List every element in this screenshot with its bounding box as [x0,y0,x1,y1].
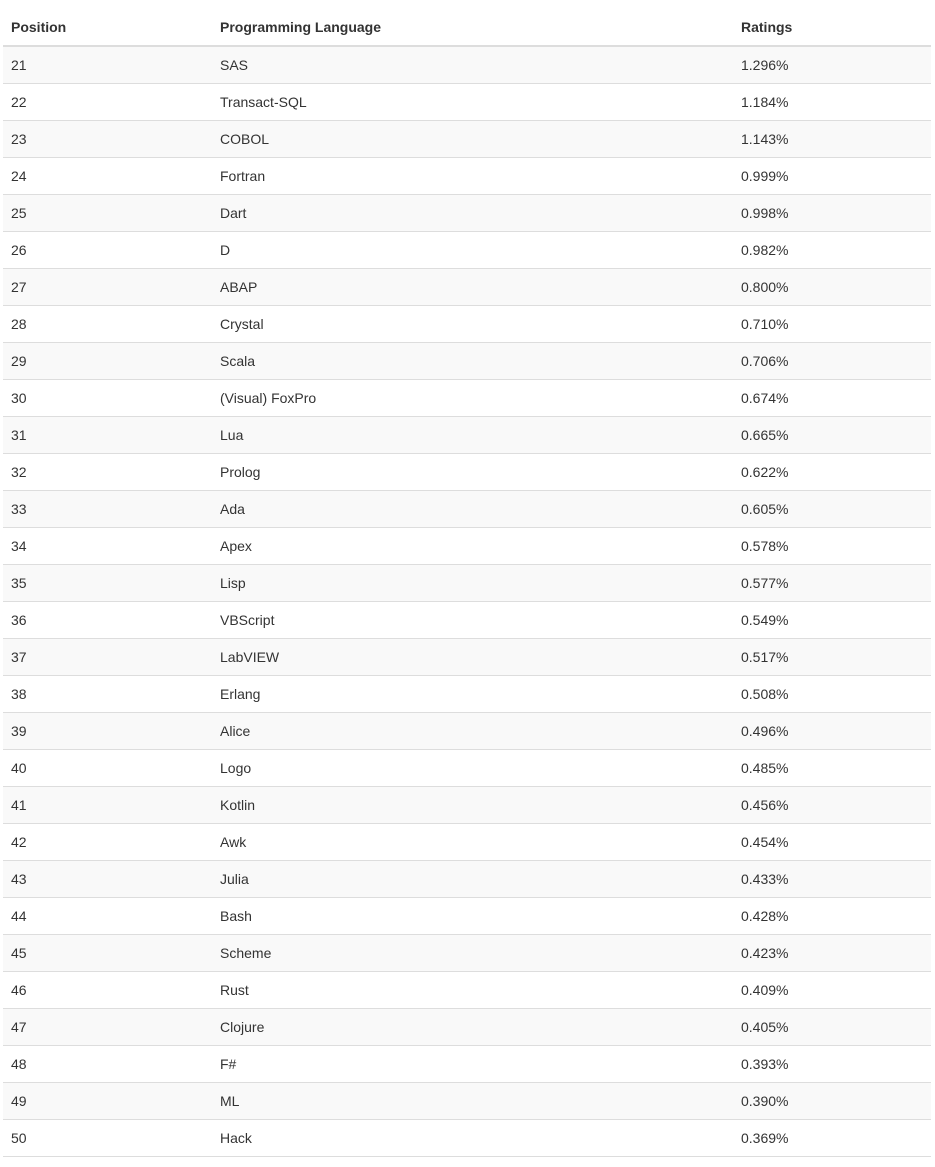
table-row [3,935,931,972]
cell-rating: 1.184% [733,84,931,121]
cell-language: Alice [212,713,733,750]
table-row [3,861,931,898]
table-row [3,676,931,713]
table-row [3,565,931,602]
cell-language: Ada [212,491,733,528]
cell-language: Julia [212,861,733,898]
cell-position: 30 [3,380,212,417]
cell-language: Rust [212,972,733,1009]
cell-rating: 0.369% [733,1120,931,1157]
table-row [3,454,931,491]
table-row [3,46,931,84]
cell-language: LabVIEW [212,639,733,676]
cell-position: 34 [3,528,212,565]
table-row [3,306,931,343]
cell-rating: 0.622% [733,454,931,491]
cell-position: 45 [3,935,212,972]
cell-position: 42 [3,824,212,861]
cell-language: ML [212,1083,733,1120]
cell-position: 23 [3,121,212,158]
cell-rating: 0.393% [733,1046,931,1083]
cell-position: 49 [3,1083,212,1120]
cell-language: SAS [212,46,733,84]
header-language: Programming Language [212,8,733,46]
cell-rating: 1.296% [733,46,931,84]
cell-position: 35 [3,565,212,602]
cell-rating: 0.496% [733,713,931,750]
cell-rating: 0.508% [733,676,931,713]
cell-rating: 0.577% [733,565,931,602]
table-row [3,639,931,676]
header-row [3,8,931,46]
cell-position: 21 [3,46,212,84]
table-row [3,1120,931,1157]
cell-position: 43 [3,861,212,898]
cell-rating: 0.423% [733,935,931,972]
cell-rating: 0.982% [733,232,931,269]
cell-language: Lisp [212,565,733,602]
cell-position: 50 [3,1120,212,1157]
cell-position: 22 [3,84,212,121]
cell-language: Kotlin [212,787,733,824]
table-row [3,232,931,269]
cell-language: Prolog [212,454,733,491]
cell-rating: 0.665% [733,417,931,454]
cell-position: 44 [3,898,212,935]
cell-rating: 0.800% [733,269,931,306]
cell-position: 38 [3,676,212,713]
cell-rating: 0.998% [733,195,931,232]
table-row [3,269,931,306]
cell-rating: 0.674% [733,380,931,417]
cell-language: (Visual) FoxPro [212,380,733,417]
cell-position: 31 [3,417,212,454]
cell-rating: 0.456% [733,787,931,824]
cell-position: 24 [3,158,212,195]
cell-rating: 0.999% [733,158,931,195]
cell-language: Logo [212,750,733,787]
cell-rating: 0.390% [733,1083,931,1120]
table-row [3,787,931,824]
cell-language: D [212,232,733,269]
cell-rating: 0.517% [733,639,931,676]
cell-language: Crystal [212,306,733,343]
cell-language: Lua [212,417,733,454]
table-row [3,84,931,121]
table-row [3,417,931,454]
table-row [3,343,931,380]
table-row [3,713,931,750]
cell-rating: 0.549% [733,602,931,639]
header-ratings: Ratings [733,8,931,46]
cell-language: Scheme [212,935,733,972]
cell-position: 46 [3,972,212,1009]
cell-position: 28 [3,306,212,343]
cell-rating: 0.405% [733,1009,931,1046]
rankings-table [3,8,931,1157]
cell-language: VBScript [212,602,733,639]
table-row [3,1083,931,1120]
cell-language: Awk [212,824,733,861]
table-row [3,602,931,639]
cell-rating: 0.409% [733,972,931,1009]
cell-position: 48 [3,1046,212,1083]
table-row [3,824,931,861]
table-row [3,380,931,417]
cell-language: Transact-SQL [212,84,733,121]
cell-position: 40 [3,750,212,787]
cell-rating: 0.454% [733,824,931,861]
cell-language: Erlang [212,676,733,713]
cell-language: COBOL [212,121,733,158]
cell-position: 25 [3,195,212,232]
table-row [3,750,931,787]
table-row [3,972,931,1009]
cell-position: 27 [3,269,212,306]
table-row [3,528,931,565]
cell-position: 41 [3,787,212,824]
cell-language: ABAP [212,269,733,306]
cell-rating: 0.605% [733,491,931,528]
table-row [3,1009,931,1046]
cell-position: 26 [3,232,212,269]
cell-position: 47 [3,1009,212,1046]
table-body [3,46,931,1157]
table-row [3,898,931,935]
cell-language: Fortran [212,158,733,195]
table-row [3,1046,931,1083]
cell-language: Dart [212,195,733,232]
cell-rating: 1.143% [733,121,931,158]
table-row [3,491,931,528]
cell-rating: 0.706% [733,343,931,380]
cell-rating: 0.710% [733,306,931,343]
cell-language: Hack [212,1120,733,1157]
table-row [3,158,931,195]
cell-language: Bash [212,898,733,935]
table-row [3,121,931,158]
cell-rating: 0.428% [733,898,931,935]
cell-rating: 0.485% [733,750,931,787]
cell-rating: 0.578% [733,528,931,565]
cell-position: 33 [3,491,212,528]
cell-language: Clojure [212,1009,733,1046]
cell-rating: 0.433% [733,861,931,898]
cell-language: Apex [212,528,733,565]
cell-position: 36 [3,602,212,639]
table-header [3,8,931,46]
cell-position: 32 [3,454,212,491]
cell-position: 39 [3,713,212,750]
cell-language: F# [212,1046,733,1083]
header-position: Position [3,8,212,46]
rankings-table-container [3,8,931,1157]
cell-position: 29 [3,343,212,380]
table-row [3,195,931,232]
cell-language: Scala [212,343,733,380]
cell-position: 37 [3,639,212,676]
